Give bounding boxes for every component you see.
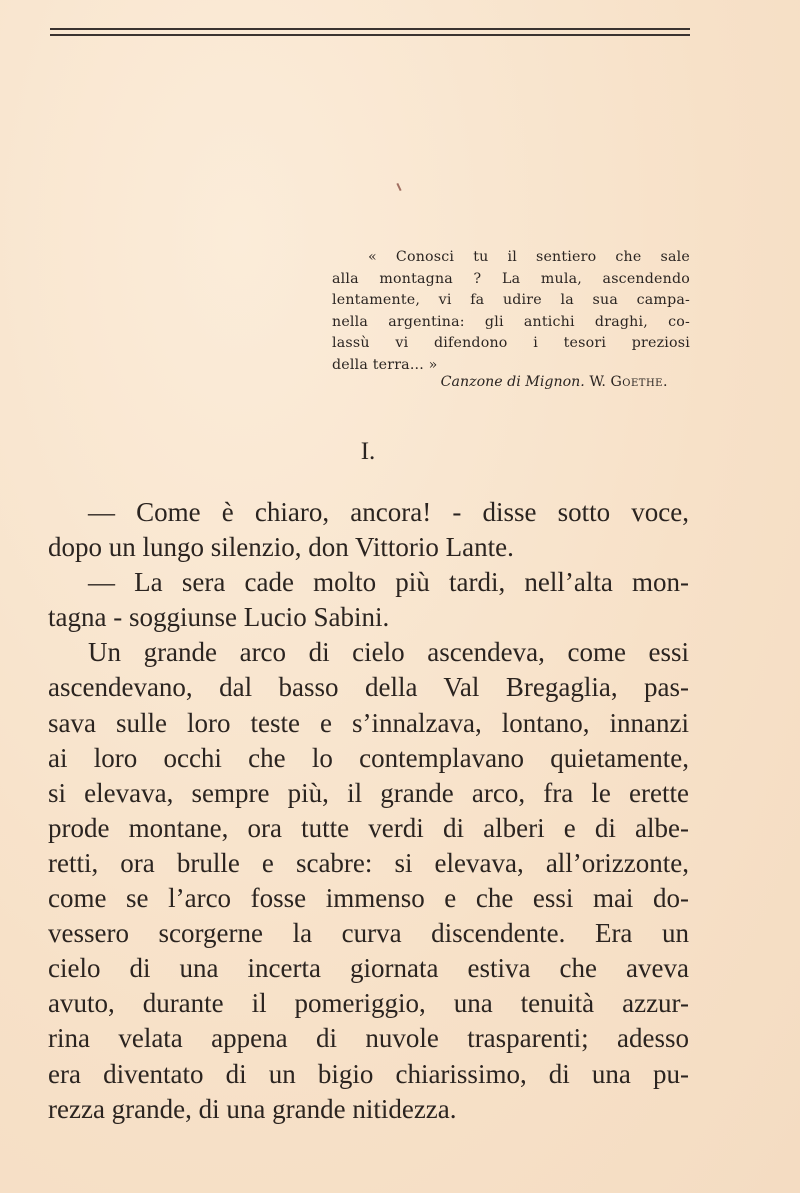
header-rule-upper — [50, 28, 690, 30]
source-title: Canzone di Mignon. — [440, 374, 585, 390]
text-line: si elevava, sempre più, il grande arco, fra le erette — [48, 777, 689, 808]
author-name: Goethe. — [610, 374, 668, 390]
epigraph-line: alla montagna ? La mula, ascendendo — [332, 270, 690, 287]
text-line: come se l’arco fosse immenso e che essi mai do- — [48, 883, 689, 914]
epigraph — [332, 247, 690, 377]
epigraph-line: nella argentina: gli antichi draghi, co- — [332, 313, 690, 330]
text-line: sava sulle loro teste e s’innalzava, lontano, innanzi — [48, 707, 689, 738]
author-initial: W. — [589, 374, 606, 390]
text-line: rezza grande, di una grande nitidezza. — [48, 1093, 457, 1124]
paper-mark — [396, 183, 401, 191]
epigraph-line: della terra... » — [332, 356, 438, 373]
author — [589, 374, 668, 390]
body-text — [48, 495, 689, 1127]
header-rule-lower — [50, 34, 690, 36]
epigraph-attribution — [332, 374, 668, 390]
chapter-number: I. — [360, 438, 376, 465]
text-line: — La sera cade molto più tardi, nell’alta mon- — [88, 567, 689, 598]
epigraph-line: « Conosci tu il sentiero che sale — [368, 249, 690, 265]
text-line: prode montane, ora tutte verdi di alberi e di albe- — [48, 812, 689, 843]
text-line: Un grande arco di cielo ascendeva, come essi — [88, 637, 689, 668]
text-line: tagna - soggiunse Lucio Sabini. — [48, 602, 390, 633]
text-line: rina velata appena di nuvole trasparenti; adesso — [48, 1023, 689, 1054]
text-line: ai loro occhi che lo contemplavano quietamente, — [48, 742, 689, 773]
text-line: cielo di una incerta giornata estiva che aveva — [48, 953, 689, 984]
text-line: avuto, durante il pomeriggio, una tenuità azzur- — [48, 988, 689, 1019]
text-line: retti, ora brulle e scabre: si elevava, all’orizzonte, — [48, 847, 689, 878]
text-line: ascendevano, dal basso della Val Bregaglia, pas- — [48, 672, 689, 703]
text-line: — Come è chiaro, ancora! - disse sotto voce, — [88, 497, 689, 527]
epigraph-line: lassù vi difendono i tesori preziosi — [332, 335, 690, 352]
text-line: vessero scorgerne la curva discendente. Era un — [48, 918, 689, 949]
text-line: era diventato di un bigio chiarissimo, di una pu- — [48, 1058, 689, 1089]
epigraph-line: lentamente, vi fa udire la sua campa- — [332, 292, 690, 309]
text-line: dopo un lungo silenzio, don Vittorio Lante. — [48, 532, 514, 563]
